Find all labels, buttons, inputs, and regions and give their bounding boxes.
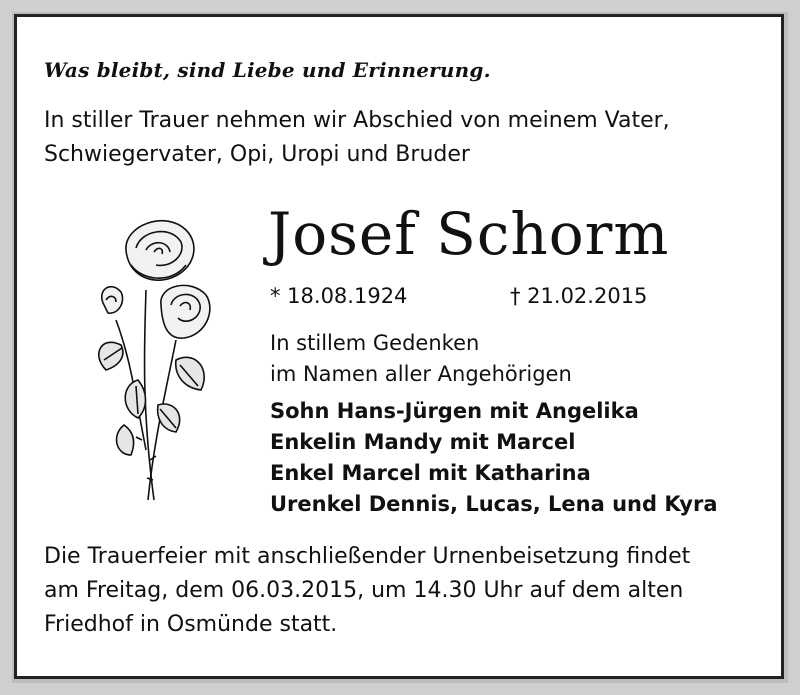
- birth-date: * 18.08.1924: [270, 284, 408, 308]
- motto: Was bleibt, sind Liebe und Erinnerung.: [44, 58, 491, 82]
- funeral-line: Die Trauerfeier mit anschließender Urnenbeisetzung findet: [44, 544, 691, 569]
- intro-line: In stiller Trauer nehmen wir Abschied von meinem Vater,: [44, 108, 670, 133]
- rose-icon: [76, 210, 226, 510]
- intro-line: Schwiegervater, Opi, Uropi und Bruder: [44, 142, 470, 167]
- family-list: [270, 396, 718, 520]
- family-line: Enkel Marcel mit Katharina: [270, 461, 591, 485]
- deceased-name: Josef Schorm: [268, 200, 670, 268]
- intro-text: [44, 104, 744, 172]
- funeral-line: Friedhof in Osmünde statt.: [44, 612, 338, 637]
- family-line: Sohn Hans-Jürgen mit Angelika: [270, 399, 639, 423]
- death-date: † 21.02.2015: [510, 284, 648, 308]
- mourning-text: [270, 328, 572, 390]
- funeral-notice: [44, 540, 764, 642]
- funeral-line: am Freitag, dem 06.03.2015, um 14.30 Uhr auf dem alten: [44, 578, 684, 603]
- mourning-line: im Namen aller Angehörigen: [270, 362, 572, 386]
- mourning-line: In stillem Gedenken: [270, 331, 480, 355]
- family-line: Urenkel Dennis, Lucas, Lena und Kyra: [270, 492, 718, 516]
- family-line: Enkelin Mandy mit Marcel: [270, 430, 576, 454]
